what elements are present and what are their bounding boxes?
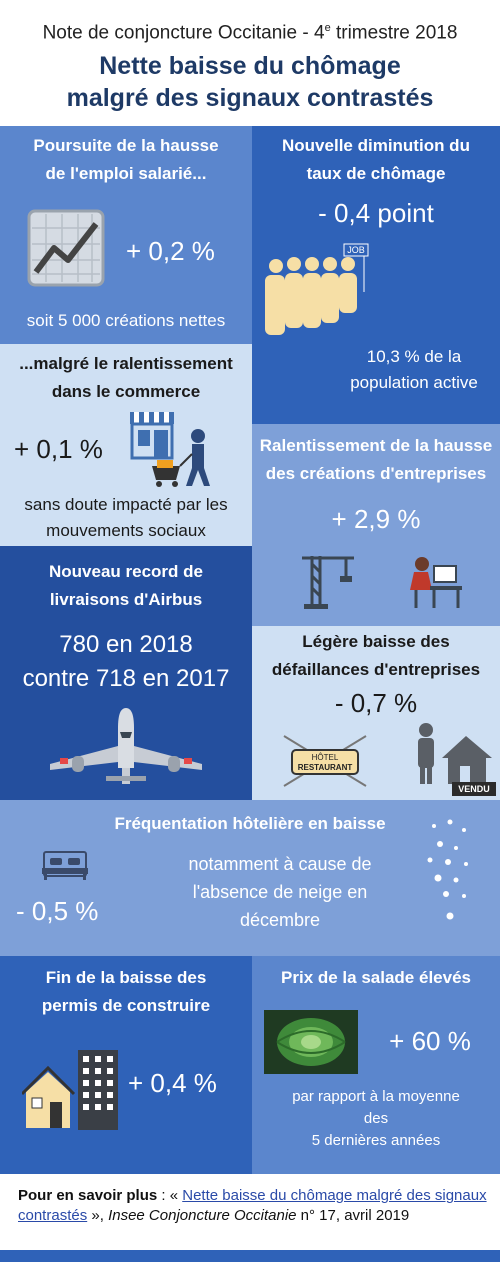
creations-title bbox=[252, 432, 500, 488]
hotel-note-l3: décembre bbox=[239, 910, 321, 930]
vendu-sign: VENDU bbox=[458, 784, 490, 794]
chomage-note bbox=[330, 344, 498, 396]
footer-lead: Pour en savoir plus bbox=[18, 1187, 158, 1204]
crane-icon bbox=[298, 550, 358, 610]
chomage-title-l1: Nouvelle diminution du bbox=[282, 136, 470, 155]
commerce-note-l2: mouvements sociaux bbox=[46, 521, 206, 540]
emploi-title-l1: Poursuite de la hausse bbox=[33, 136, 219, 155]
hotel-title: Fréquentation hôtelière en baisse bbox=[114, 814, 386, 833]
panel-airbus bbox=[0, 546, 252, 800]
panel-chomage bbox=[252, 126, 500, 424]
salade-note-l2: des bbox=[363, 1110, 389, 1127]
hotel-sign-l1: HÔTEL bbox=[311, 753, 339, 762]
footer-after: », bbox=[87, 1207, 109, 1224]
bottom-bar bbox=[0, 1250, 500, 1262]
emploi-value: + 0,2 % bbox=[126, 236, 215, 266]
footer-sep: : « bbox=[157, 1187, 183, 1204]
panel-salade bbox=[252, 956, 500, 1174]
commerce-title-l2: dans le commerce bbox=[51, 382, 201, 401]
kicker-prefix: Note de conjoncture Occitanie - 4 bbox=[42, 22, 325, 44]
job-sign: JOB bbox=[347, 245, 365, 255]
chomage-title-l2: taux de chômage bbox=[306, 164, 446, 183]
chomage-title bbox=[252, 132, 500, 188]
defaillances-value: - 0,7 % bbox=[334, 688, 418, 718]
bed-icon bbox=[40, 848, 90, 882]
commerce-title-l1: ...malgré le ralentissement bbox=[19, 354, 233, 373]
shopper-cart-icon bbox=[148, 426, 214, 490]
emploi-note: soit 5 000 créations nettes bbox=[26, 311, 226, 330]
publication-link[interactable]: Nette baisse du chômage malgré des signaux contrastés bbox=[18, 1187, 487, 1224]
title-line-1: Nette baisse du chômage bbox=[99, 52, 401, 80]
page-title bbox=[0, 50, 500, 114]
airbus-line-1: 780 en 2018 bbox=[59, 631, 193, 658]
creations-value: + 2,9 % bbox=[331, 504, 421, 534]
commerce-note-l1: sans doute impacté par les bbox=[24, 495, 228, 514]
office-worker-icon bbox=[404, 554, 464, 610]
panel-permis bbox=[0, 956, 252, 1174]
emploi-title-l2: de l'emploi salarié... bbox=[45, 164, 207, 183]
defaillances-title bbox=[252, 628, 500, 684]
salade-note bbox=[252, 1086, 500, 1152]
footer-number: n° 17, avril 2019 bbox=[296, 1207, 410, 1224]
commerce-title bbox=[0, 350, 252, 406]
chart-up-icon bbox=[26, 208, 106, 288]
house-sold-icon bbox=[412, 720, 498, 796]
panel-hotel bbox=[0, 800, 500, 956]
airbus-title-l1: Nouveau record de bbox=[49, 562, 203, 581]
permis-title bbox=[0, 964, 252, 1020]
title-line-2: malgré des signaux contrastés bbox=[66, 84, 434, 112]
header bbox=[0, 0, 500, 126]
footer-text bbox=[18, 1186, 488, 1226]
panel-emploi bbox=[0, 126, 252, 344]
people-queue-icon bbox=[260, 232, 372, 344]
airbus-title-l2: livraisons d'Airbus bbox=[49, 590, 203, 609]
permis-value: + 0,4 % bbox=[128, 1068, 217, 1098]
permis-title-l2: permis de construire bbox=[41, 996, 211, 1015]
airbus-title bbox=[0, 558, 252, 614]
panel-creations bbox=[252, 424, 500, 626]
hotel-note bbox=[170, 850, 390, 934]
kicker bbox=[0, 22, 500, 44]
creations-title-l2: des créations d'entreprises bbox=[265, 464, 487, 483]
salade-note-l1: par rapport à la moyenne bbox=[292, 1088, 460, 1105]
kicker-sup: e bbox=[324, 22, 331, 34]
creations-title-l1: Ralentissement de la hausse bbox=[259, 436, 493, 455]
hotel-note-l2: l'absence de neige en bbox=[192, 882, 368, 902]
footer-source: Insee Conjoncture Occitanie bbox=[108, 1207, 297, 1224]
hotel-sign-l2: RESTAURANT bbox=[297, 763, 353, 772]
chomage-value: - 0,4 point bbox=[318, 198, 434, 228]
commerce-note bbox=[0, 492, 252, 544]
permis-title-l1: Fin de la baisse des bbox=[45, 968, 207, 987]
airbus-values bbox=[0, 628, 252, 696]
panel-defaillances bbox=[252, 626, 500, 800]
hotel-note-l1: notamment à cause de bbox=[188, 854, 372, 874]
salad-icon bbox=[264, 1010, 358, 1074]
defaillances-title-l1: Légère baisse des bbox=[302, 632, 450, 651]
airbus-line-2: contre 718 en 2017 bbox=[22, 665, 230, 692]
commerce-value: + 0,1 % bbox=[14, 434, 103, 464]
defaillances-title-l2: défaillances d'entreprises bbox=[271, 660, 481, 679]
panel-commerce bbox=[0, 344, 252, 546]
salade-note-l3: 5 dernières années bbox=[311, 1132, 441, 1149]
chomage-note-l1: 10,3 % de la bbox=[366, 347, 462, 366]
salade-value: + 60 % bbox=[389, 1026, 471, 1056]
buildings-icon bbox=[22, 1046, 122, 1136]
airplane-icon bbox=[46, 706, 206, 788]
snowflakes-icon bbox=[420, 816, 480, 926]
chomage-note-l2: population active bbox=[350, 373, 478, 392]
hotel-value: - 0,5 % bbox=[16, 896, 99, 926]
hotel-closed-icon bbox=[280, 732, 370, 790]
salade-title: Prix de la salade élevés bbox=[281, 968, 471, 987]
emploi-title bbox=[0, 132, 252, 188]
kicker-suffix: trimestre 2018 bbox=[330, 22, 458, 44]
